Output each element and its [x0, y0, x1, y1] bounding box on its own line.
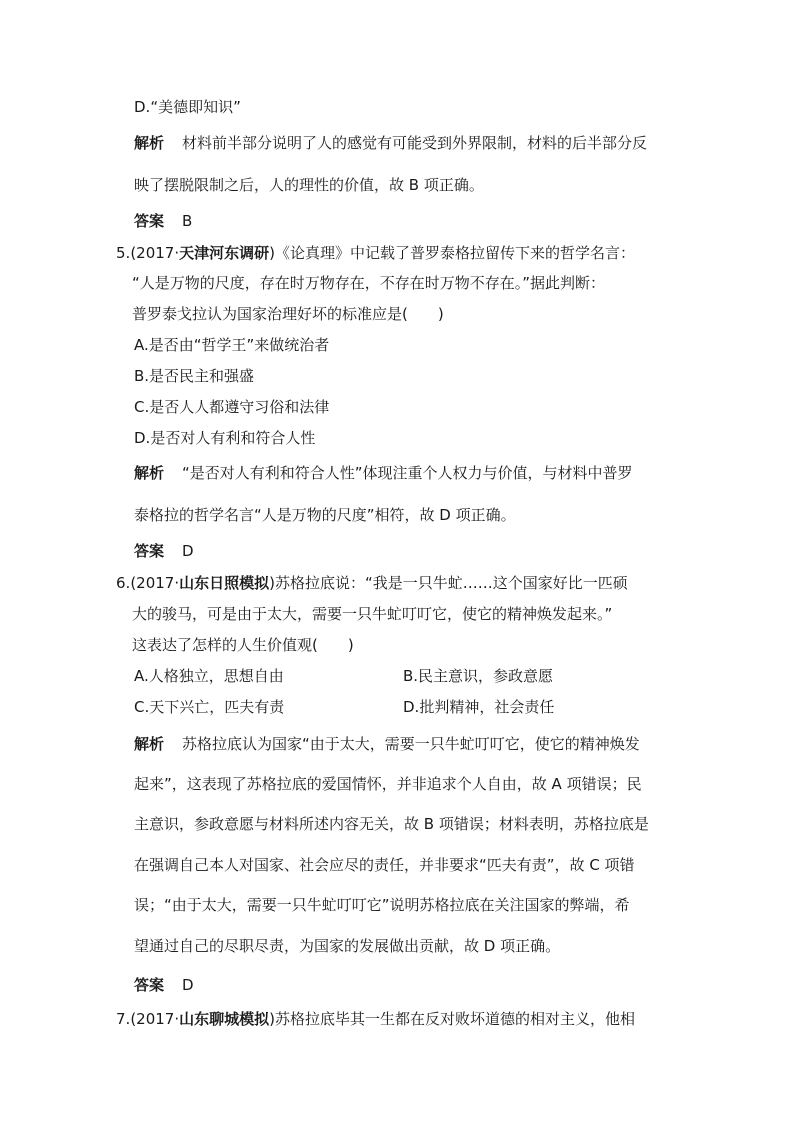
q7-source-place: 山东聊城模拟: [179, 1010, 270, 1028]
q5-stem-line-3: 普罗泰戈拉认为国家治理好坏的标准应是( ): [132, 305, 444, 323]
q6-option-b: B.民主意识，参政意愿: [403, 667, 554, 685]
q4-answer-value: B: [182, 212, 193, 230]
q5-option-c: C.是否人人都遵守习俗和法律: [134, 398, 330, 416]
q6-stem-line-3: 这表达了怎样的人生价值观( ): [132, 636, 354, 654]
q5-option-b: B.是否民主和强盛: [134, 367, 255, 385]
q6-answer-label: 答案: [134, 976, 165, 994]
q5-answer-label: 答案: [134, 542, 165, 560]
q6-analysis-line-5: 误；“由于太大，需要一只牛虻叮叮它”说明苏格拉底在关注国家的弊端，希: [134, 896, 630, 914]
q6-stem-line-1: 6.(2017·山东日照模拟)苏格拉底说：“我是一只牛虻……这个国家好比一匹硕: [116, 574, 628, 592]
q6-analysis-label: 解析: [134, 735, 165, 753]
q4-analysis-line-1: 解析 材料前半部分说明了人的感觉有可能受到外界限制，材料的后半部分反: [134, 134, 648, 152]
q5-stem-line-2: “人是万物的尺度，存在时万物存在，不存在时万物不存在。”据此判断：: [132, 274, 606, 292]
q5-stem-line-1: 5.(2017·天津河东调研)《论真理》中记载了普罗泰格拉留传下来的哲学名言：: [116, 244, 635, 262]
q6-analysis-line-1: 解析 苏格拉底认为国家“由于太大，需要一只牛虻叮叮它，使它的精神焕发: [134, 735, 640, 753]
q6-answer-value: D: [182, 976, 194, 994]
q5-option-a: A.是否由“哲学王”来做统治者: [134, 336, 330, 354]
q5-source-place: 天津河东调研: [179, 244, 270, 262]
q6-source-place: 山东日照模拟: [179, 574, 270, 592]
q6-number: 6.: [116, 574, 131, 592]
q6-option-a: A.人格独立，思想自由: [134, 667, 284, 685]
q4-analysis-line-2: 映了摆脱限制之后，人的理性的价值，故 B 项正确。: [134, 176, 484, 194]
q4-option-d: D.“美德即知识”: [134, 98, 241, 116]
q6-option-c: C.天下兴亡，匹夫有责: [134, 698, 285, 716]
q4-analysis-label: 解析: [134, 134, 165, 152]
q5-analysis-line-1: 解析 “是否对人有利和符合人性”体现注重个人权力与价值，与材料中普罗: [134, 464, 633, 482]
q5-number: 5.: [116, 244, 131, 262]
q5-analysis-label: 解析: [134, 464, 165, 482]
q6-option-row-1: [134, 666, 284, 686]
q6-analysis-line-2: 起来”，这表现了苏格拉底的爱国情怀，并非追求个人自由，故 A 项错误；民: [134, 775, 642, 793]
q7-stem-line-1: 7.(2017·山东聊城模拟)苏格拉底毕其一生都在反对败坏道德的相对主义，他相: [116, 1010, 635, 1028]
q5-option-d: D.是否对人有利和符合人性: [134, 429, 316, 447]
q5-answer-value: D: [182, 542, 194, 560]
q5-analysis-line-2: 泰格拉的哲学名言“人是万物的尺度”相符，故 D 项正确。: [134, 506, 516, 524]
q6-stem-line-2: 大的骏马，可是由于太大，需要一只牛虻叮叮它，使它的精神焕发起来。”: [132, 605, 613, 623]
q6-answer: [134, 975, 194, 995]
q6-analysis-line-4: 在强调自己本人对国家、社会应尽的责任，并非要求“匹夫有责”，故 C 项错: [134, 856, 635, 874]
q6-analysis-line-3: 主意识，参政意愿与材料所述内容无关，故 B 项错误；材料表明，苏格拉底是: [134, 815, 649, 833]
q4-answer-label: 答案: [134, 212, 165, 230]
q6-option-d: D.批判精神，社会责任: [403, 698, 555, 716]
q6-analysis-line-6: 望通过自己的尽职尽责，为国家的发展做出贡献，故 D 项正确。: [134, 937, 561, 955]
q5-answer: [134, 541, 194, 561]
q7-number: 7.: [116, 1010, 131, 1028]
q4-answer: [134, 211, 192, 231]
